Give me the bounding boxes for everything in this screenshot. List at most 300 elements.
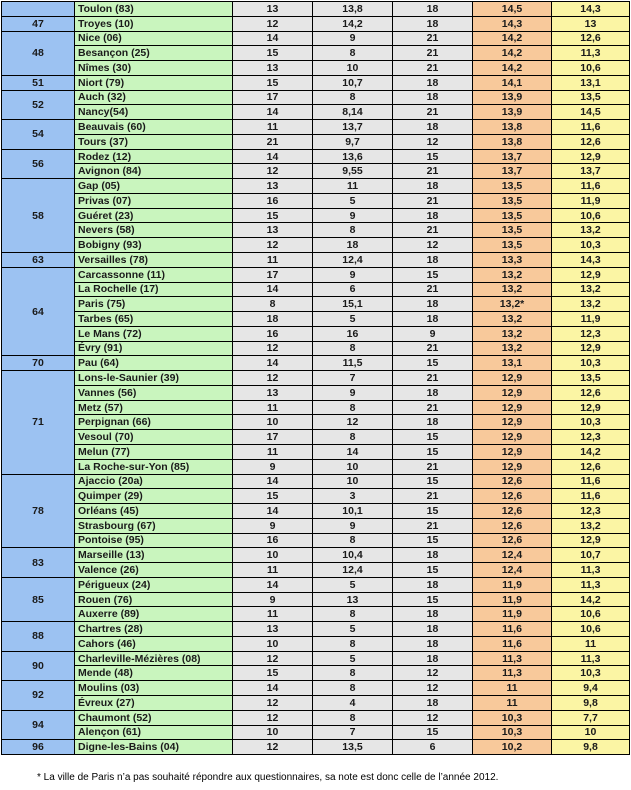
rank-cell: 54 bbox=[2, 120, 75, 150]
score-1-cell: 10 bbox=[233, 725, 313, 740]
score-2-cell: 12 bbox=[313, 415, 393, 430]
final-note-cell: 13,2 bbox=[473, 282, 552, 297]
score-2-cell: 9 bbox=[313, 267, 393, 282]
city-cell: Cahors (46) bbox=[75, 636, 233, 651]
table-row bbox=[2, 312, 630, 327]
table-row bbox=[2, 164, 630, 179]
previous-note-cell: 13,5 bbox=[552, 371, 630, 386]
city-cell: Orléans (45) bbox=[75, 504, 233, 519]
final-note-cell: 14,2 bbox=[473, 46, 552, 61]
score-1-cell: 12 bbox=[233, 164, 313, 179]
table-row bbox=[2, 430, 630, 445]
score-3-cell: 9 bbox=[393, 326, 473, 341]
previous-note-cell: 14,5 bbox=[552, 105, 630, 120]
previous-note-cell: 7,7 bbox=[552, 710, 630, 725]
previous-note-cell: 12,9 bbox=[552, 267, 630, 282]
rank-cell: 83 bbox=[2, 548, 75, 578]
previous-note-cell: 11,3 bbox=[552, 46, 630, 61]
final-note-cell: 14,2 bbox=[473, 31, 552, 46]
score-1-cell: 11 bbox=[233, 444, 313, 459]
city-cell: Perpignan (66) bbox=[75, 415, 233, 430]
score-3-cell: 18 bbox=[393, 636, 473, 651]
score-2-cell: 9 bbox=[313, 31, 393, 46]
previous-note-cell: 12,9 bbox=[552, 341, 630, 356]
score-1-cell: 16 bbox=[233, 193, 313, 208]
final-note-cell: 12,9 bbox=[473, 459, 552, 474]
score-1-cell: 17 bbox=[233, 90, 313, 105]
score-1-cell: 13 bbox=[233, 622, 313, 637]
final-note-cell: 13,3 bbox=[473, 253, 552, 268]
rank-cell: 51 bbox=[2, 75, 75, 90]
city-cell: Valence (26) bbox=[75, 563, 233, 578]
final-note-cell: 12,4 bbox=[473, 563, 552, 578]
score-2-cell: 5 bbox=[313, 193, 393, 208]
final-note-cell: 11,3 bbox=[473, 666, 552, 681]
score-2-cell: 10,4 bbox=[313, 548, 393, 563]
score-1-cell: 11 bbox=[233, 563, 313, 578]
final-note-cell: 13,2* bbox=[473, 297, 552, 312]
score-3-cell: 21 bbox=[393, 164, 473, 179]
city-cell: Carcassonne (11) bbox=[75, 267, 233, 282]
score-2-cell: 16 bbox=[313, 326, 393, 341]
city-cell: Bobigny (93) bbox=[75, 238, 233, 253]
score-2-cell: 10 bbox=[313, 474, 393, 489]
table-row bbox=[2, 504, 630, 519]
score-1-cell: 21 bbox=[233, 134, 313, 149]
final-note-cell: 13,2 bbox=[473, 341, 552, 356]
score-3-cell: 15 bbox=[393, 356, 473, 371]
score-1-cell: 16 bbox=[233, 326, 313, 341]
score-2-cell: 8 bbox=[313, 46, 393, 61]
table-row bbox=[2, 208, 630, 223]
table-row bbox=[2, 725, 630, 740]
final-note-cell: 12,9 bbox=[473, 400, 552, 415]
score-3-cell: 21 bbox=[393, 400, 473, 415]
city-cell: La Rochelle (17) bbox=[75, 282, 233, 297]
table-row bbox=[2, 282, 630, 297]
city-cell: Évry (91) bbox=[75, 341, 233, 356]
score-3-cell: 21 bbox=[393, 459, 473, 474]
final-note-cell: 13,5 bbox=[473, 223, 552, 238]
city-cell: Pontoise (95) bbox=[75, 533, 233, 548]
previous-note-cell: 12,6 bbox=[552, 31, 630, 46]
table-row bbox=[2, 489, 630, 504]
previous-note-cell: 10 bbox=[552, 725, 630, 740]
table-row bbox=[2, 46, 630, 61]
score-2-cell: 9,55 bbox=[313, 164, 393, 179]
ranking-table bbox=[1, 1, 630, 755]
previous-note-cell: 12,6 bbox=[552, 134, 630, 149]
city-cell: Gap (05) bbox=[75, 179, 233, 194]
city-cell: Vesoul (70) bbox=[75, 430, 233, 445]
score-1-cell: 11 bbox=[233, 607, 313, 622]
score-3-cell: 15 bbox=[393, 725, 473, 740]
table-row bbox=[2, 149, 630, 164]
city-cell: Guéret (23) bbox=[75, 208, 233, 223]
score-1-cell: 14 bbox=[233, 577, 313, 592]
rank-cell bbox=[2, 2, 75, 17]
table-row bbox=[2, 223, 630, 238]
score-3-cell: 18 bbox=[393, 90, 473, 105]
score-1-cell: 12 bbox=[233, 341, 313, 356]
final-note-cell: 12,6 bbox=[473, 489, 552, 504]
table-row bbox=[2, 695, 630, 710]
final-note-cell: 11,9 bbox=[473, 592, 552, 607]
score-2-cell: 9,7 bbox=[313, 134, 393, 149]
score-1-cell: 16 bbox=[233, 533, 313, 548]
final-note-cell: 14,1 bbox=[473, 75, 552, 90]
table-row bbox=[2, 238, 630, 253]
city-cell: Quimper (29) bbox=[75, 489, 233, 504]
previous-note-cell: 12,3 bbox=[552, 326, 630, 341]
score-3-cell: 15 bbox=[393, 504, 473, 519]
score-1-cell: 12 bbox=[233, 371, 313, 386]
rank-cell: 47 bbox=[2, 16, 75, 31]
city-cell: Rodez (12) bbox=[75, 149, 233, 164]
previous-note-cell: 13,1 bbox=[552, 75, 630, 90]
final-note-cell: 12,9 bbox=[473, 430, 552, 445]
final-note-cell: 12,6 bbox=[473, 474, 552, 489]
score-2-cell: 10 bbox=[313, 459, 393, 474]
rank-cell: 58 bbox=[2, 179, 75, 253]
score-3-cell: 15 bbox=[393, 474, 473, 489]
score-3-cell: 18 bbox=[393, 415, 473, 430]
city-cell: Troyes (10) bbox=[75, 16, 233, 31]
city-cell: Metz (57) bbox=[75, 400, 233, 415]
score-2-cell: 8 bbox=[313, 681, 393, 696]
previous-note-cell: 11,3 bbox=[552, 577, 630, 592]
final-note-cell: 12,9 bbox=[473, 415, 552, 430]
previous-note-cell: 14,2 bbox=[552, 444, 630, 459]
score-2-cell: 15,1 bbox=[313, 297, 393, 312]
rank-cell: 92 bbox=[2, 681, 75, 711]
score-2-cell: 5 bbox=[313, 312, 393, 327]
city-cell: Besançon (25) bbox=[75, 46, 233, 61]
ranking-table-body bbox=[2, 2, 630, 755]
score-3-cell: 21 bbox=[393, 61, 473, 76]
table-row bbox=[2, 681, 630, 696]
table-row bbox=[2, 90, 630, 105]
score-1-cell: 9 bbox=[233, 592, 313, 607]
final-note-cell: 13,7 bbox=[473, 149, 552, 164]
score-2-cell: 11,5 bbox=[313, 356, 393, 371]
previous-note-cell: 12,9 bbox=[552, 400, 630, 415]
city-cell: Alençon (61) bbox=[75, 725, 233, 740]
score-2-cell: 12,4 bbox=[313, 253, 393, 268]
city-cell: Nevers (58) bbox=[75, 223, 233, 238]
score-2-cell: 14,2 bbox=[313, 16, 393, 31]
city-cell: Marseille (13) bbox=[75, 548, 233, 563]
score-2-cell: 8 bbox=[313, 223, 393, 238]
final-note-cell: 12,4 bbox=[473, 548, 552, 563]
city-cell: Beauvais (60) bbox=[75, 120, 233, 135]
score-1-cell: 14 bbox=[233, 31, 313, 46]
final-note-cell: 13,2 bbox=[473, 312, 552, 327]
score-1-cell: 18 bbox=[233, 312, 313, 327]
table-row bbox=[2, 356, 630, 371]
score-3-cell: 12 bbox=[393, 238, 473, 253]
score-1-cell: 12 bbox=[233, 238, 313, 253]
score-2-cell: 4 bbox=[313, 695, 393, 710]
table-row bbox=[2, 636, 630, 651]
final-note-cell: 13,9 bbox=[473, 90, 552, 105]
table-row bbox=[2, 444, 630, 459]
rank-cell: 70 bbox=[2, 356, 75, 371]
score-3-cell: 18 bbox=[393, 548, 473, 563]
previous-note-cell: 13,5 bbox=[552, 90, 630, 105]
city-cell: Nancy(54) bbox=[75, 105, 233, 120]
previous-note-cell: 13,7 bbox=[552, 164, 630, 179]
table-row bbox=[2, 563, 630, 578]
score-2-cell: 5 bbox=[313, 622, 393, 637]
city-cell: Digne-les-Bains (04) bbox=[75, 740, 233, 755]
previous-note-cell: 11,3 bbox=[552, 651, 630, 666]
city-cell: Le Mans (72) bbox=[75, 326, 233, 341]
rank-cell: 56 bbox=[2, 149, 75, 179]
city-cell: Rouen (76) bbox=[75, 592, 233, 607]
final-note-cell: 13,7 bbox=[473, 164, 552, 179]
previous-note-cell: 10,6 bbox=[552, 61, 630, 76]
table-row bbox=[2, 400, 630, 415]
previous-note-cell: 12,6 bbox=[552, 459, 630, 474]
table-row bbox=[2, 326, 630, 341]
city-cell: Ajaccio (20a) bbox=[75, 474, 233, 489]
table-row bbox=[2, 193, 630, 208]
score-1-cell: 12 bbox=[233, 651, 313, 666]
score-3-cell: 21 bbox=[393, 371, 473, 386]
city-cell: Privas (07) bbox=[75, 193, 233, 208]
city-cell: Pau (64) bbox=[75, 356, 233, 371]
score-2-cell: 14 bbox=[313, 444, 393, 459]
score-2-cell: 9 bbox=[313, 518, 393, 533]
score-1-cell: 9 bbox=[233, 459, 313, 474]
score-3-cell: 6 bbox=[393, 740, 473, 755]
rank-cell: 85 bbox=[2, 577, 75, 621]
final-note-cell: 10,3 bbox=[473, 725, 552, 740]
score-3-cell: 15 bbox=[393, 533, 473, 548]
city-cell: Strasbourg (67) bbox=[75, 518, 233, 533]
table-row bbox=[2, 548, 630, 563]
score-1-cell: 11 bbox=[233, 400, 313, 415]
score-1-cell: 17 bbox=[233, 267, 313, 282]
previous-note-cell: 9,8 bbox=[552, 740, 630, 755]
score-1-cell: 13 bbox=[233, 179, 313, 194]
score-2-cell: 8,14 bbox=[313, 105, 393, 120]
table-row bbox=[2, 577, 630, 592]
final-note-cell: 12,9 bbox=[473, 385, 552, 400]
score-2-cell: 6 bbox=[313, 282, 393, 297]
previous-note-cell: 11 bbox=[552, 636, 630, 651]
previous-note-cell: 11,6 bbox=[552, 120, 630, 135]
previous-note-cell: 10,3 bbox=[552, 238, 630, 253]
table-row bbox=[2, 267, 630, 282]
table-row bbox=[2, 179, 630, 194]
rank-cell: 52 bbox=[2, 90, 75, 120]
score-3-cell: 15 bbox=[393, 592, 473, 607]
final-note-cell: 11,9 bbox=[473, 607, 552, 622]
table-row bbox=[2, 75, 630, 90]
table-row bbox=[2, 622, 630, 637]
score-1-cell: 8 bbox=[233, 297, 313, 312]
city-cell: Avignon (84) bbox=[75, 164, 233, 179]
score-3-cell: 18 bbox=[393, 179, 473, 194]
table-row bbox=[2, 385, 630, 400]
rank-cell: 96 bbox=[2, 740, 75, 755]
final-note-cell: 10,2 bbox=[473, 740, 552, 755]
score-3-cell: 18 bbox=[393, 651, 473, 666]
score-3-cell: 18 bbox=[393, 16, 473, 31]
city-cell: Niort (79) bbox=[75, 75, 233, 90]
score-3-cell: 18 bbox=[393, 622, 473, 637]
table-row bbox=[2, 341, 630, 356]
score-1-cell: 10 bbox=[233, 636, 313, 651]
final-note-cell: 12,6 bbox=[473, 504, 552, 519]
score-1-cell: 11 bbox=[233, 253, 313, 268]
previous-note-cell: 10,3 bbox=[552, 666, 630, 681]
final-note-cell: 13,9 bbox=[473, 105, 552, 120]
score-2-cell: 13,8 bbox=[313, 2, 393, 17]
city-cell: Chartres (28) bbox=[75, 622, 233, 637]
table-row bbox=[2, 740, 630, 755]
score-2-cell: 10 bbox=[313, 61, 393, 76]
score-1-cell: 9 bbox=[233, 518, 313, 533]
score-1-cell: 12 bbox=[233, 710, 313, 725]
score-2-cell: 5 bbox=[313, 651, 393, 666]
score-2-cell: 7 bbox=[313, 725, 393, 740]
final-note-cell: 13,5 bbox=[473, 193, 552, 208]
final-note-cell: 13,1 bbox=[473, 356, 552, 371]
score-2-cell: 18 bbox=[313, 238, 393, 253]
city-cell: Évreux (27) bbox=[75, 695, 233, 710]
city-cell: Paris (75) bbox=[75, 297, 233, 312]
rank-cell: 78 bbox=[2, 474, 75, 548]
final-note-cell: 12,9 bbox=[473, 371, 552, 386]
score-2-cell: 13,6 bbox=[313, 149, 393, 164]
previous-note-cell: 10,6 bbox=[552, 208, 630, 223]
previous-note-cell: 13,2 bbox=[552, 223, 630, 238]
previous-note-cell: 11,9 bbox=[552, 193, 630, 208]
final-note-cell: 11,6 bbox=[473, 622, 552, 637]
score-3-cell: 18 bbox=[393, 297, 473, 312]
city-cell: Charleville-Mézières (08) bbox=[75, 651, 233, 666]
city-cell: Lons-le-Saunier (39) bbox=[75, 371, 233, 386]
table-row bbox=[2, 459, 630, 474]
city-cell: Chaumont (52) bbox=[75, 710, 233, 725]
previous-note-cell: 14,2 bbox=[552, 592, 630, 607]
city-cell: Nice (06) bbox=[75, 31, 233, 46]
previous-note-cell: 10,6 bbox=[552, 607, 630, 622]
final-note-cell: 10,3 bbox=[473, 710, 552, 725]
previous-note-cell: 12,6 bbox=[552, 385, 630, 400]
final-note-cell: 11,9 bbox=[473, 577, 552, 592]
score-1-cell: 13 bbox=[233, 385, 313, 400]
score-1-cell: 15 bbox=[233, 75, 313, 90]
score-3-cell: 18 bbox=[393, 577, 473, 592]
score-3-cell: 21 bbox=[393, 489, 473, 504]
score-2-cell: 7 bbox=[313, 371, 393, 386]
final-note-cell: 13,2 bbox=[473, 326, 552, 341]
previous-note-cell: 12,3 bbox=[552, 504, 630, 519]
score-3-cell: 12 bbox=[393, 134, 473, 149]
score-1-cell: 15 bbox=[233, 208, 313, 223]
final-note-cell: 12,6 bbox=[473, 533, 552, 548]
previous-note-cell: 13,2 bbox=[552, 518, 630, 533]
previous-note-cell: 11,6 bbox=[552, 179, 630, 194]
table-row bbox=[2, 31, 630, 46]
final-note-cell: 13,5 bbox=[473, 208, 552, 223]
score-2-cell: 3 bbox=[313, 489, 393, 504]
score-3-cell: 18 bbox=[393, 385, 473, 400]
score-1-cell: 14 bbox=[233, 474, 313, 489]
score-1-cell: 14 bbox=[233, 149, 313, 164]
city-cell: Nîmes (30) bbox=[75, 61, 233, 76]
previous-note-cell: 14,3 bbox=[552, 253, 630, 268]
table-row bbox=[2, 371, 630, 386]
score-3-cell: 21 bbox=[393, 223, 473, 238]
score-1-cell: 12 bbox=[233, 16, 313, 31]
table-row bbox=[2, 533, 630, 548]
previous-note-cell: 11,9 bbox=[552, 312, 630, 327]
table-row bbox=[2, 518, 630, 533]
previous-note-cell: 9,8 bbox=[552, 695, 630, 710]
previous-note-cell: 9,4 bbox=[552, 681, 630, 696]
score-3-cell: 18 bbox=[393, 2, 473, 17]
score-1-cell: 15 bbox=[233, 666, 313, 681]
rank-cell: 64 bbox=[2, 267, 75, 356]
score-3-cell: 21 bbox=[393, 31, 473, 46]
score-2-cell: 8 bbox=[313, 341, 393, 356]
final-note-cell: 13,8 bbox=[473, 120, 552, 135]
final-note-cell: 11 bbox=[473, 695, 552, 710]
score-3-cell: 21 bbox=[393, 193, 473, 208]
score-3-cell: 18 bbox=[393, 253, 473, 268]
score-3-cell: 18 bbox=[393, 120, 473, 135]
previous-note-cell: 10,3 bbox=[552, 415, 630, 430]
score-3-cell: 15 bbox=[393, 267, 473, 282]
score-2-cell: 10,7 bbox=[313, 75, 393, 90]
score-2-cell: 10,1 bbox=[313, 504, 393, 519]
score-2-cell: 13,7 bbox=[313, 120, 393, 135]
score-3-cell: 21 bbox=[393, 282, 473, 297]
city-cell: Auxerre (89) bbox=[75, 607, 233, 622]
score-1-cell: 13 bbox=[233, 223, 313, 238]
table-row bbox=[2, 607, 630, 622]
score-3-cell: 18 bbox=[393, 312, 473, 327]
score-3-cell: 21 bbox=[393, 341, 473, 356]
final-note-cell: 14,5 bbox=[473, 2, 552, 17]
final-note-cell: 11,3 bbox=[473, 651, 552, 666]
score-1-cell: 14 bbox=[233, 504, 313, 519]
score-1-cell: 14 bbox=[233, 105, 313, 120]
table-row bbox=[2, 2, 630, 17]
city-cell: Auch (32) bbox=[75, 90, 233, 105]
score-3-cell: 15 bbox=[393, 563, 473, 578]
table-row bbox=[2, 61, 630, 76]
score-3-cell: 18 bbox=[393, 607, 473, 622]
final-note-cell: 11,6 bbox=[473, 636, 552, 651]
score-2-cell: 9 bbox=[313, 208, 393, 223]
final-note-cell: 11 bbox=[473, 681, 552, 696]
score-2-cell: 8 bbox=[313, 710, 393, 725]
table-row bbox=[2, 651, 630, 666]
table-row bbox=[2, 120, 630, 135]
score-3-cell: 21 bbox=[393, 105, 473, 120]
score-1-cell: 10 bbox=[233, 415, 313, 430]
previous-note-cell: 10,3 bbox=[552, 356, 630, 371]
score-2-cell: 8 bbox=[313, 400, 393, 415]
city-cell: Toulon (83) bbox=[75, 2, 233, 17]
score-3-cell: 15 bbox=[393, 149, 473, 164]
